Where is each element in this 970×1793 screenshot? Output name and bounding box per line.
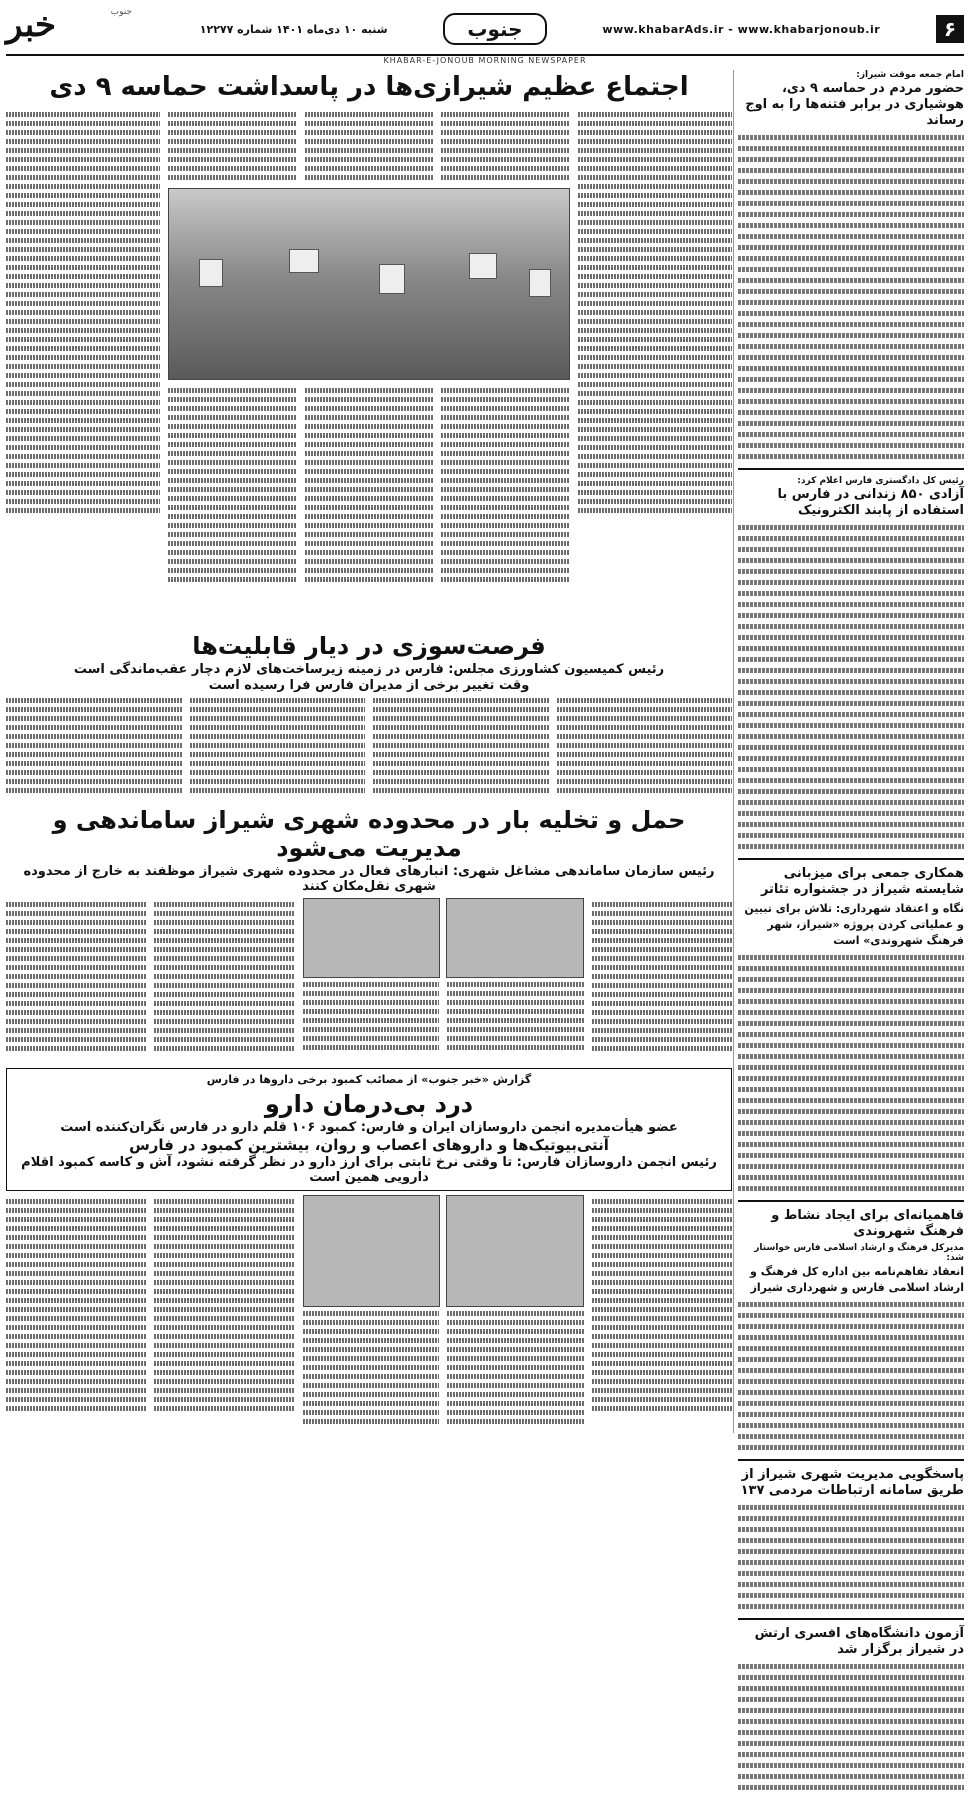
story2-headline: فرصت‌سوزی در دیار قابلیت‌ها [192,632,546,660]
article-column [6,108,160,628]
masthead [6,4,964,54]
lead-photo-block [168,108,569,628]
story-headline: آزادی ۸۵۰ زندانی در فارس با استفاده از پابند الکترونیک [777,487,964,518]
story4-subhead: رئیس انجمن داروسازان فارس: تا وقتی نرخ ثابتی برای ارز دارو در نظر گرفته نشود، آش و کاسه کمبود اقلام دارویی همین است [21,1155,717,1185]
story-subhead: انعقاد تفاهم‌نامه بین اداره کل فرهنگ و ارشاد اسلامی فارس و شهرداری شیراز [750,1265,964,1294]
story2-body [6,694,732,802]
story2-subhead: رئیس کمیسیون کشاورزی مجلس: فارس در زمینه زیرساخت‌های لازم دچار عقب‌ماندگی است [73,662,665,677]
newspaper-logo [6,5,136,53]
divider [738,468,964,470]
story3-headline: حمل و تخلیه بار در محدوده شهری شیراز ساماندهی و مدیریت می‌شود [52,806,686,862]
story-headline: پاسخگویی مدیریت شهری شیراز از طریق سامانه ارتباطات مردمی ۱۳۷ [740,1467,964,1498]
page-number: ۶ [936,15,964,43]
english-subtitle: KHABAR-E-JONOUB MORNING NEWSPAPER [6,54,964,66]
story4-subhead: عضو هیأت‌مدیره انجمن داروسازان ایران و فارس: کمبود ۱۰۶ قلم دارو در فارس نگران‌کننده است [60,1120,678,1135]
story-headline: حضور مردم در حماسه ۹ دی، هوشیاری در برابر فتنه‌ها را به اوج رساند [745,81,964,128]
sidebar-news-column [733,70,964,1657]
logo-text: خبر [6,5,57,45]
meeting-photo [446,898,583,978]
story-kicker: امام جمعه موقت شیراز: [856,70,964,80]
story-kicker: مدیرکل فرهنگ و ارشاد اسلامی فارس خواستار شد: [754,1243,964,1263]
sidebar-story [738,70,964,462]
story-body [738,952,964,1194]
lead-story [6,108,732,628]
article-column [578,108,732,628]
divider [738,1618,964,1620]
divider [738,1459,964,1461]
lead-headline: اجتماع عظیم شیرازی‌ها در پاسداشت حماسه ۹ دی [49,72,689,102]
story-headline: همکاری جمعی برای میزبانی شایسته شیراز در جشنواره تئاتر [760,866,964,897]
story4-kicker: گزارش «خبر جنوب» از مصائب کمبود برخی داروها در فارس [206,1073,532,1086]
sidebar-story [738,866,964,1194]
story4-headline: درد بی‌درمان دارو [264,1090,474,1118]
story3-body [6,898,732,1068]
story-body [738,1502,964,1612]
sidebar-story [738,1467,964,1612]
divider [738,1200,964,1202]
story-subhead: نگاه و اعتقاد شهرداری: تلاش برای تبیین و عملیاتی کردن پروژه «شیراز، شهر فرهنگ شهروندی» است [744,902,964,947]
story2-subhead: وقت تغییر برخی از مدیران فارس فرا رسیده است [208,678,530,693]
story-body [738,522,964,852]
story4-body [6,1195,732,1445]
story4-subhead: آنتی‌بیوتیک‌ها و داروهای اعصاب و روان، بیشترین کمبود در فارس [129,1136,609,1154]
story-body [738,132,964,462]
story-headline: آزمون دانشگاه‌های افسری ارتش در شیراز برگزار شد [754,1626,964,1657]
portrait-photo [446,1195,583,1307]
website-links[interactable]: www.khabarAds.ir - www.khabarjonoub.ir [602,22,881,36]
story3-subhead: رئیس سازمان ساماندهی مشاغل شهری: انبارهای فعال در محدوده شهری شیراز موظفند به خارج از محدوده شهری نقل‌مکان کنند [23,864,715,894]
main-news-area [6,70,732,1433]
issue-date-line: شنبه ۱۰ دی‌ماه ۱۴۰۱ شماره ۱۲۲۷۷ [199,22,388,36]
section-name: جنوب [443,13,546,45]
meeting-photo [303,898,440,978]
sidebar-story [738,1208,964,1453]
story-kicker: رئیس کل دادگستری فارس اعلام کرد: [797,476,964,486]
rally-photo [168,188,569,380]
divider [738,858,964,860]
sidebar-story [738,476,964,852]
story-headline: قاهمیانه‌ای برای ایجاد نشاط و فرهنگ شهروندی [771,1208,964,1239]
sidebar-story [738,1626,964,1793]
story4-header [6,1068,732,1191]
story-body [738,1661,964,1793]
portrait-photo [303,1195,440,1307]
logo-tag: جنوب [110,7,132,17]
story-body [738,1299,964,1453]
